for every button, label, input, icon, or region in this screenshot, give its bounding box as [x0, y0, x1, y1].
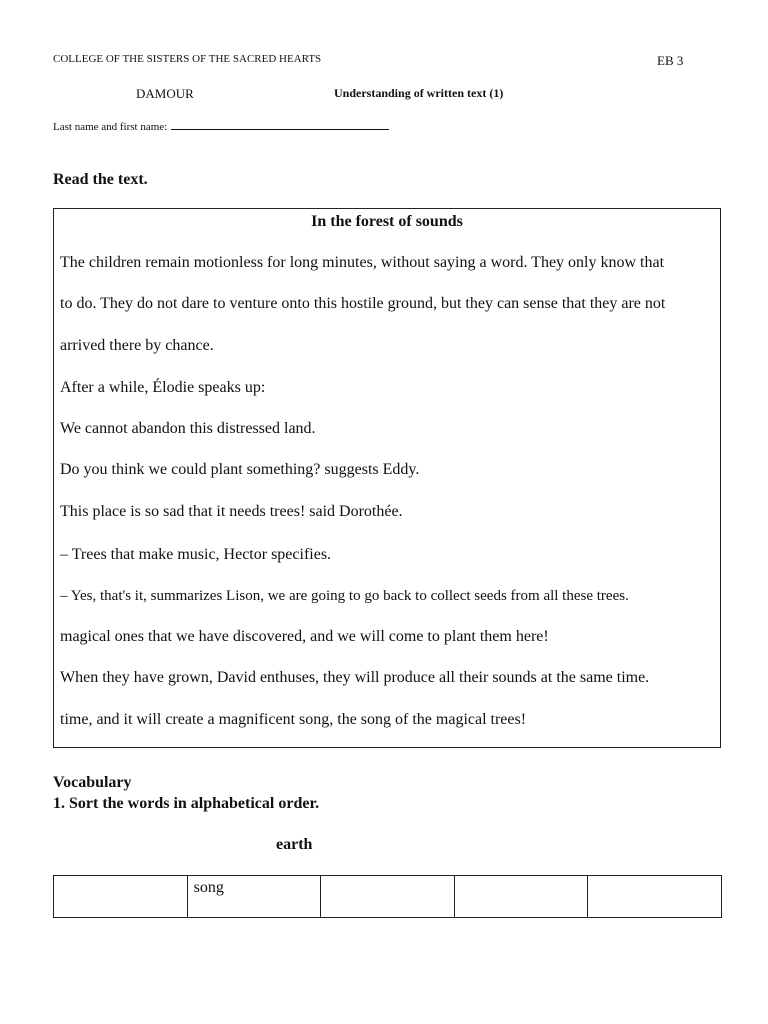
name-field-row: [53, 118, 389, 133]
passage-line: – Trees that make music, Hector specifies.: [60, 546, 332, 563]
passage-line: Do you think we could plant something? suggests Eddy.: [60, 461, 420, 478]
answer-cell[interactable]: [454, 876, 588, 918]
school-name: COLLEGE OF THE SISTERS OF THE SACRED HEARTS: [53, 53, 322, 65]
answer-cell[interactable]: [588, 876, 722, 918]
answer-cell[interactable]: song: [187, 876, 321, 918]
town-name: DAMOUR: [136, 86, 194, 101]
passage-line: The children remain motionless for long minutes, without saying a word. They only know that: [60, 254, 665, 271]
passage-line: to do. They do not dare to venture onto this hostile ground, but they can sense that they are not: [60, 295, 666, 312]
passage-line: – Yes, that's it, summarizes Lison, we are going to go back to collect seeds from all these trees.: [60, 588, 629, 604]
name-label: Last name and first name:: [53, 121, 168, 133]
answer-cell[interactable]: [321, 876, 455, 918]
sort-question: 1. Sort the words in alphabetical order.: [53, 795, 320, 812]
passage-line: arrived there by chance.: [60, 337, 214, 354]
subject-title: Understanding of written text (1): [334, 86, 504, 100]
passage-box: [53, 208, 721, 748]
answer-row: [54, 876, 722, 918]
name-blank-line[interactable]: [171, 118, 389, 130]
passage-line: This place is so sad that it needs trees! said Dorothée.: [60, 503, 403, 520]
passage-line: We cannot abandon this distressed land.: [60, 420, 316, 437]
answer-cell[interactable]: [54, 876, 188, 918]
passage-line: magical ones that we have discovered, and we will come to plant them here!: [60, 628, 549, 645]
passage-title: In the forest of sounds: [311, 213, 463, 230]
grade-label: EB 3: [657, 53, 684, 68]
vocabulary-heading: Vocabulary: [53, 774, 132, 791]
passage-line: When they have grown, David enthuses, they will produce all their sounds at the same time.: [60, 669, 650, 686]
read-instruction: Read the text.: [53, 171, 148, 188]
given-word: earth: [276, 836, 313, 853]
passage-line: time, and it will create a magnificent song, the song of the magical trees!: [60, 711, 527, 728]
answer-table: [53, 875, 722, 918]
passage-line: After a while, Élodie speaks up:: [60, 379, 266, 396]
